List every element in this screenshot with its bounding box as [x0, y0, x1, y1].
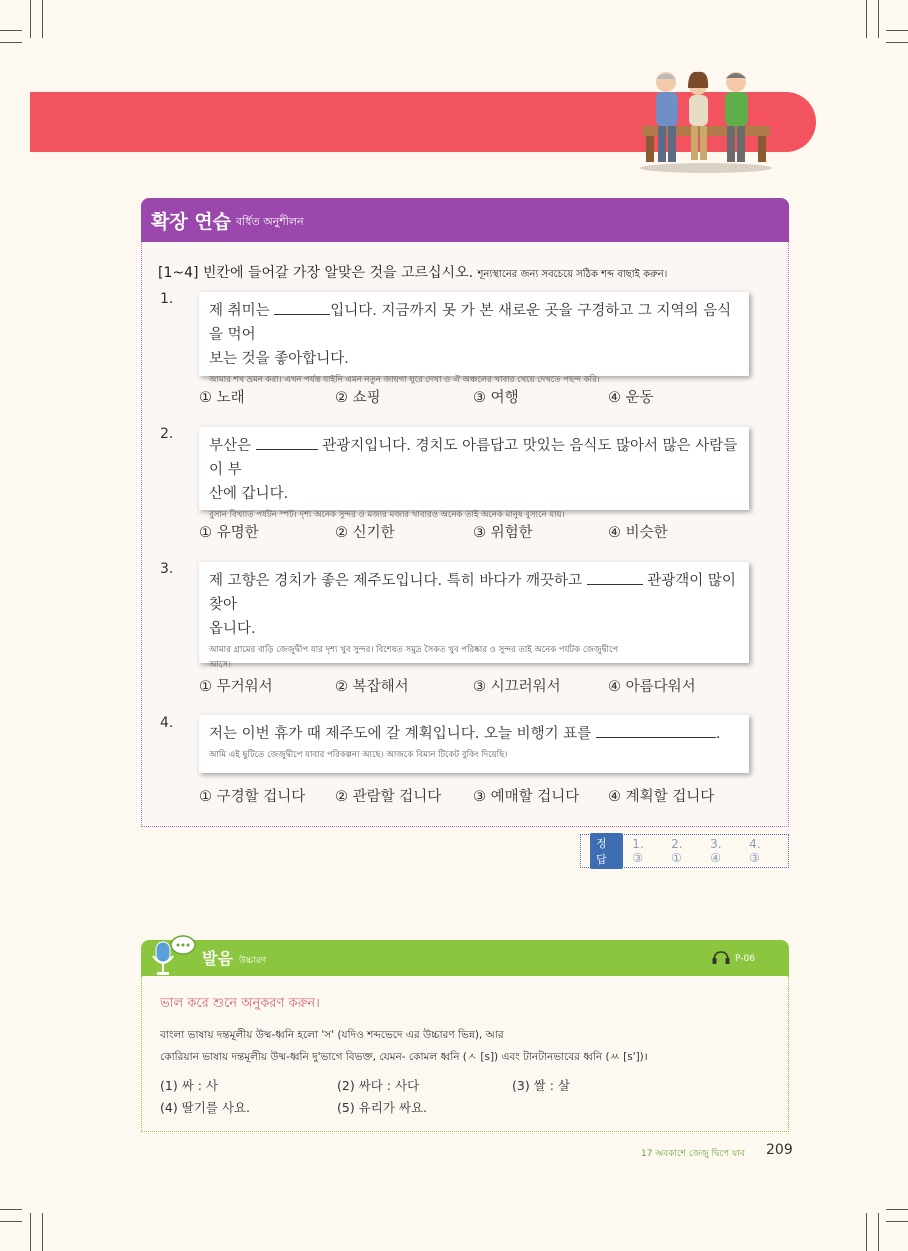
crop-mark — [0, 30, 22, 31]
pronunciation-item: (5) 유리가 싸요. — [337, 1100, 428, 1115]
microphone-icon — [149, 934, 199, 980]
option[interactable]: ① 구경할 겁니다 — [199, 789, 306, 805]
answer-key — [580, 834, 789, 868]
pronunciation-item: (2) 싸다 : 사다 — [337, 1078, 420, 1093]
crop-mark — [866, 1213, 867, 1251]
question-translation: আমার গ্রামের বাড়ি জেজুদ্বীপ যার দৃশ্য খুব সুন্দর। বিশেষত সমুদ্র সৈকত খুব পরিষ্কার ও সুন্দর তাই অনেক পর্যটক জেজুদ্বীপে আসে। — [209, 645, 619, 670]
answer-blank — [596, 723, 716, 738]
question-translation: বুসান বিখ্যাত পর্যটন স্পট। দৃশ্য অনেক সুন্দর ও মজার মজার খাবারও অনেক তাই অনেক মানুষ বুসানে যায়। — [209, 510, 565, 520]
answer-item: 2. ① — [671, 837, 683, 865]
question-number: 4. — [160, 715, 174, 731]
question-translation: আমার শখ ভ্রমন করা। এখন পর্যন্ত যাইনি এমন নতুন জায়গা ঘুরে দেখা ও ঐ অঞ্চলের খাবার খেয়ে দেখতে পছন্দ করি। — [209, 375, 600, 385]
question-text: 제 취미는 입니다. 지금까지 못 가 본 새로운 곳을 구경하고 그 지역의 음식을 먹어 보는 것을 좋아합니다. — [209, 299, 739, 371]
question-box — [199, 715, 749, 773]
option[interactable]: ② 신기한 — [335, 525, 395, 541]
crop-mark — [30, 0, 31, 38]
question-box — [199, 292, 749, 385]
answer-blank — [274, 300, 330, 315]
option[interactable]: ④ 계획할 겁니다 — [608, 789, 715, 805]
question-text: 제 고향은 경치가 좋은 제주도입니다. 특히 바다가 깨끗하고 관광객이 많이 찾아 옵니다. — [209, 569, 739, 641]
question-translation: আমি এই ছুটিতে জেজুদ্বীপে যাবার পরিকল্পনা আছে। আজকে বিমান টিকেট বুকিং দিয়েছি। — [209, 750, 508, 760]
option[interactable]: ② 쇼핑 — [335, 390, 381, 406]
question-box — [199, 562, 749, 670]
question-text: 저는 이번 휴가 때 제주도에 갈 계획입니다. 오늘 비행기 표를 . — [209, 722, 739, 746]
pronunciation-subtitle: উচ্চারণ — [239, 956, 267, 966]
question-text: 부산은 관광지입니다. 경치도 아름답고 맛있는 음식도 많아서 많은 사람들이 부 산에 갑니다. — [209, 434, 739, 506]
pronunciation-description: বাংলা ভাষায় দন্তমূলীয় উষ্ম-ধ্বনি হলো 'স' (যদিও শব্দভেদে এর উচ্চারণ ভিন্ন), আর কোরিয়ান ভাষায় দন্তমূলীয় উষ্ম-ধ্বনি দু'ভাগে বিভক্ত, যেমন- কোমল ধ্বনি (ㅅ [s]) এবং টানটানভাবের ধ্বনি (ㅆ [s'])। — [160, 1029, 648, 1063]
answer-key-label: 정답 — [590, 833, 623, 869]
option[interactable]: ① 노래 — [199, 390, 245, 406]
question-number: 2. — [160, 426, 174, 442]
crop-mark — [42, 0, 43, 38]
option[interactable]: ③ 예매할 겁니다 — [473, 789, 580, 805]
pronunciation-lead: ভাল করে শুনে অনুকরণ করুন। — [160, 996, 320, 1011]
option[interactable]: ② 관람할 겁니다 — [335, 789, 442, 805]
people-on-bench-illustration — [636, 64, 776, 174]
question-number: 3. — [160, 561, 174, 577]
exercise-subtitle: বর্ধিত অনুশীলন — [236, 215, 304, 228]
headphone-icon[interactable] — [711, 950, 731, 964]
option[interactable]: ④ 운동 — [608, 390, 654, 406]
instruction-korean: [1~4] 빈칸에 들어갈 가장 알맞은 것을 고르십시오. — [158, 265, 474, 281]
crop-mark — [878, 1213, 879, 1251]
crop-mark — [886, 30, 908, 31]
crop-mark — [866, 0, 867, 38]
option[interactable]: ③ 위험한 — [473, 525, 533, 541]
crop-mark — [0, 1209, 22, 1210]
crop-mark — [0, 1221, 22, 1222]
answer-item: 3. ④ — [710, 837, 722, 865]
option[interactable]: ④ 비슷한 — [608, 525, 668, 541]
question-box — [199, 427, 749, 520]
exercise-title: 확장 연습 — [151, 210, 232, 233]
pronunciation-item: (3) 쌀 : 살 — [512, 1078, 570, 1093]
crop-mark — [0, 42, 22, 43]
option[interactable]: ① 무거워서 — [199, 679, 273, 695]
option[interactable]: ④ 아름다워서 — [608, 679, 696, 695]
answer-blank — [256, 435, 318, 450]
crop-mark — [30, 1213, 31, 1251]
option[interactable]: ③ 시끄러워서 — [473, 679, 561, 695]
question-number: 1. — [160, 291, 174, 307]
exercise-instruction — [158, 262, 667, 284]
pronunciation-item: (4) 딸기를 사요. — [160, 1100, 251, 1115]
answer-item: 4. ③ — [749, 837, 761, 865]
answer-item: 1. ③ — [632, 837, 644, 865]
pronunciation-title: 발음 — [202, 949, 233, 968]
pronunciation-item: (1) 싸 : 사 — [160, 1078, 218, 1093]
instruction-bengali: শূন্যস্থানের জন্য সবচেয়ে সঠিক শব্দ বাছাই করুন। — [477, 269, 668, 280]
crop-mark — [886, 1221, 908, 1222]
crop-mark — [886, 42, 908, 43]
crop-mark — [878, 0, 879, 38]
option[interactable]: ② 복잡해서 — [335, 679, 409, 695]
option[interactable]: ③ 여행 — [473, 390, 519, 406]
audio-track-number: P-06 — [735, 954, 755, 964]
exercise-header — [141, 198, 789, 242]
page-number: 209 — [766, 1142, 793, 1158]
option[interactable]: ① 유명한 — [199, 525, 259, 541]
answer-blank — [587, 570, 643, 585]
crop-mark — [886, 1209, 908, 1210]
chapter-footer: 17 অবকাশে জেজু দ্বিপে যাব — [641, 1149, 745, 1159]
crop-mark — [42, 1213, 43, 1251]
